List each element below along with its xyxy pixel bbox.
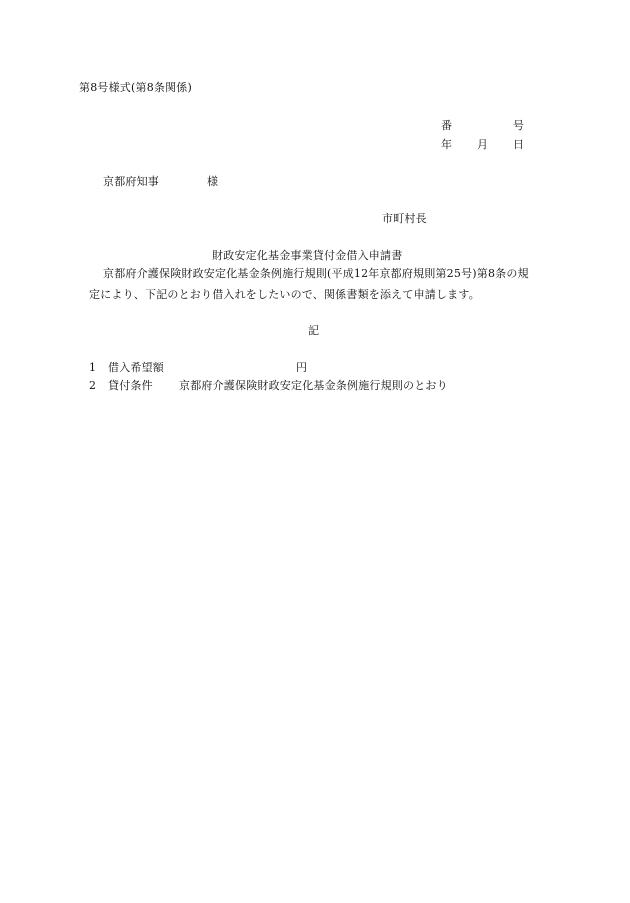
body-text-line-2: 定により、下記のとおり借入れをしたいので、関係書類を添えて申請します。 [89, 288, 480, 301]
addressee-honorific: 様 [207, 175, 219, 188]
day-label: 日 [513, 138, 525, 151]
body-text-line-1: 京都府介護保険財政安定化基金条例施行規則(平成12年京都府規則第25号)第8条の規 [103, 267, 529, 280]
list-item-label: 貸付条件 [108, 379, 153, 392]
number-label: 番 [441, 119, 453, 132]
list-item-number: 1 [89, 361, 97, 374]
addressee-name: 京都府知事 [103, 175, 159, 188]
list-item-unit: 円 [296, 361, 308, 374]
list-item-number: 2 [89, 379, 97, 392]
ki-heading: 記 [308, 324, 320, 337]
number-suffix: 号 [513, 119, 525, 132]
list-item-value: 京都府介護保険財政安定化基金条例施行規則のとおり [179, 379, 448, 392]
month-label: 月 [477, 138, 489, 151]
document-title: 財政安定化基金事業貸付金借入申請書 [212, 249, 403, 262]
year-label: 年 [441, 138, 453, 151]
form-label: 第8号様式(第8条関係) [79, 81, 192, 94]
sender-name: 市町村長 [382, 212, 427, 225]
list-item-label: 借入希望額 [108, 361, 164, 374]
